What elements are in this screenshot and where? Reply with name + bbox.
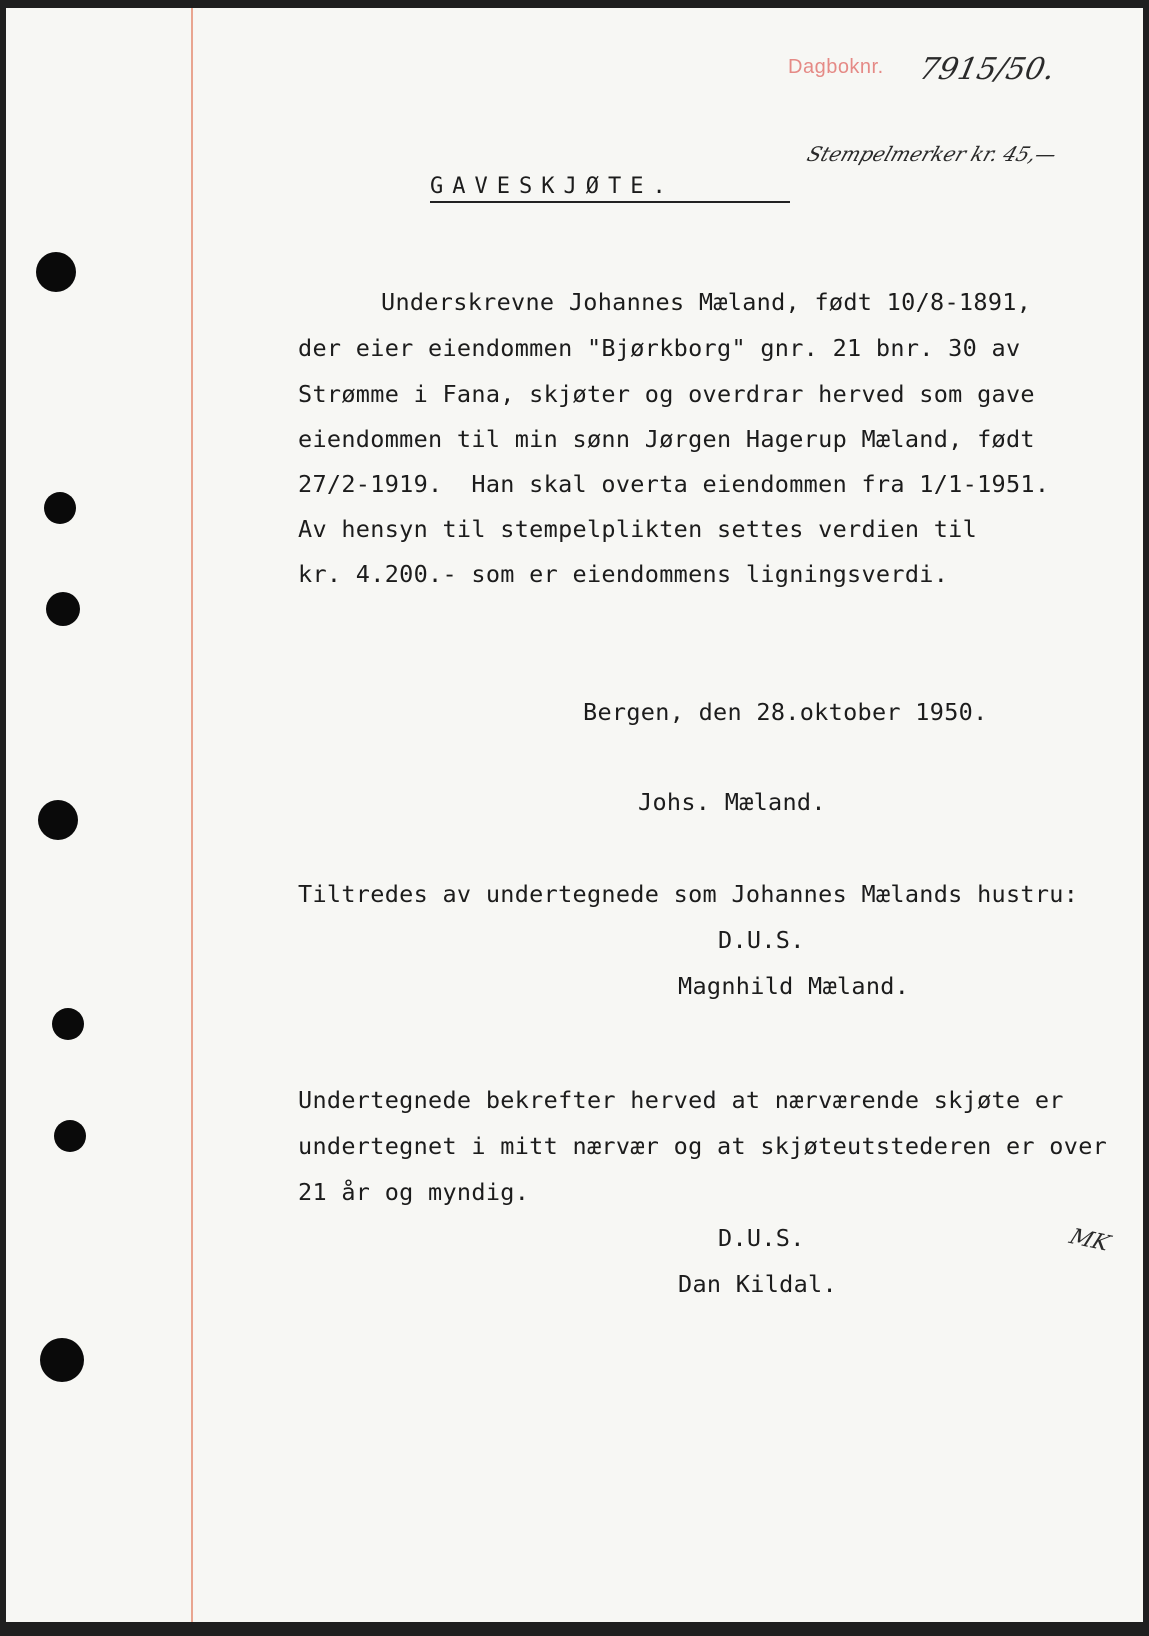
paragraph-line: der eier eiendommen "Bjørkborg" gnr. 21 bnr. 30 av: [298, 334, 1021, 362]
paragraph-line: kr. 4.200.- som er eiendommens ligningsverdi.: [298, 560, 949, 588]
owner-signature: Johs. Mæland.: [638, 788, 826, 816]
witness-dus: D.U.S.: [718, 1224, 805, 1252]
consent-line: Tiltredes av undertegnede som Johannes Mælands hustru:: [298, 880, 1079, 908]
witness-line: 21 år og myndig.: [298, 1178, 530, 1206]
handwritten-initials: MK: [1065, 1224, 1114, 1257]
paragraph-line: Strømme i Fana, skjøter og overdrar herved som gave: [298, 380, 1035, 408]
witness-name: Dan Kildal.: [678, 1270, 837, 1298]
place-date: Bergen, den 28.oktober 1950.: [583, 698, 988, 726]
consent-dus: D.U.S.: [718, 926, 805, 954]
journal-stamp-label: Dagboknr.: [788, 56, 884, 78]
paragraph-line: Underskrevne Johannes Mæland, født 10/8-1891,: [381, 288, 1032, 316]
punch-hole: [40, 1338, 84, 1382]
consent-name: Magnhild Mæland.: [678, 972, 910, 1000]
punch-hole: [54, 1120, 86, 1152]
punch-hole: [44, 492, 76, 524]
witness-line: undertegnet i mitt nærvær og at skjøteutstederen er over: [298, 1132, 1108, 1160]
punch-hole: [38, 800, 78, 840]
document-page: [6, 8, 1143, 1622]
margin-line: [191, 8, 193, 1622]
paragraph-line: eiendommen til min sønn Jørgen Hagerup Mæland, født: [298, 425, 1035, 453]
punch-hole: [46, 592, 80, 626]
stamp-fee-note: Stempelmerker kr. 45,—: [804, 142, 1060, 166]
punch-hole: [36, 252, 76, 292]
document-title: GAVESKJØTE.: [430, 174, 790, 203]
punch-hole: [52, 1008, 84, 1040]
paragraph-line: Av hensyn til stempelplikten settes verdien til: [298, 515, 978, 543]
journal-number: 7915/50.: [916, 52, 1058, 87]
witness-line: Undertegnede bekrefter herved at nærværende skjøte er: [298, 1086, 1064, 1114]
paragraph-line: 27/2-1919. Han skal overta eiendommen fra 1/1-1951.: [298, 470, 1050, 498]
